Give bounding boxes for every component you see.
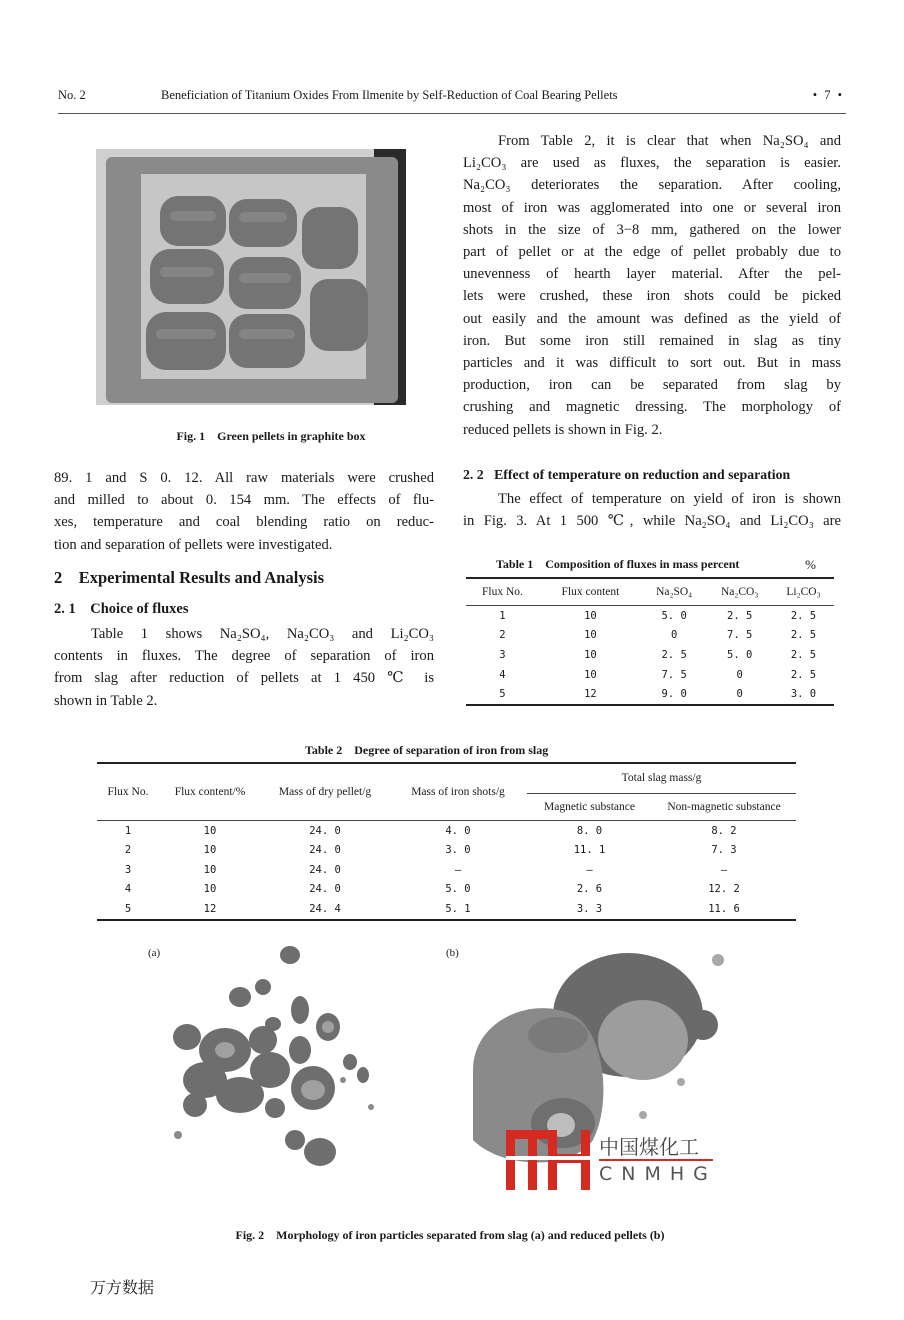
header-rule bbox=[58, 113, 846, 114]
text-line: The effect of temperature on yield of iron is shown bbox=[498, 491, 841, 507]
figure-2-label: Fig. 2 bbox=[235, 1228, 265, 1242]
text-line: 89. 1 and S 0. 12. All raw materials were crushed bbox=[54, 470, 434, 486]
table-cell: 10 bbox=[203, 863, 217, 876]
iron-particles-image bbox=[145, 940, 385, 1180]
table-cell: 10 bbox=[203, 824, 217, 837]
section-title: Choice of fluxes bbox=[90, 601, 189, 617]
table-cell: 2. 5 bbox=[727, 609, 753, 622]
table-cell: 3. 0 bbox=[773, 684, 834, 705]
text-line: shown in Table 2. bbox=[54, 692, 158, 709]
text-line: from slag after reduction of pellets at 1 450 ℃ is bbox=[54, 670, 434, 687]
table-row bbox=[97, 880, 796, 900]
figure-1-photo bbox=[96, 149, 406, 405]
table-cell: 7. 3 bbox=[711, 844, 737, 857]
section-number: 2 bbox=[54, 568, 63, 587]
table-row bbox=[97, 899, 796, 920]
table-cell: 24. 0 bbox=[309, 824, 341, 837]
table-cell: 2 bbox=[499, 629, 506, 642]
table-cell: 5. 1 bbox=[389, 899, 527, 920]
table-cell: 7. 5 bbox=[661, 668, 687, 681]
text-line: out easily and the amount was defined as the yield of bbox=[463, 310, 841, 327]
section-title: Experimental Results and Analysis bbox=[78, 568, 324, 587]
text-line: xes, temperature and coal blending ratio on reduc- bbox=[54, 514, 434, 531]
section-2-2-heading bbox=[463, 467, 790, 483]
table-cell: 1 bbox=[499, 609, 506, 622]
running-header bbox=[58, 88, 844, 106]
figure-1-label: Fig. 1 bbox=[176, 429, 206, 443]
section-2-2-paragraph bbox=[463, 488, 841, 532]
figure-2-caption bbox=[60, 1228, 840, 1243]
table-cell: 5 bbox=[97, 899, 159, 920]
watermark-chinese: 中国煤化工 bbox=[599, 1135, 699, 1159]
table-cell: 11. 1 bbox=[573, 844, 606, 857]
section-2-heading bbox=[54, 568, 324, 588]
figure-1-caption bbox=[96, 429, 446, 444]
text-line: production, iron can be separated from slag by bbox=[463, 377, 841, 394]
table-2-label: Table 2 bbox=[305, 743, 343, 757]
table-cell: 4 bbox=[499, 668, 506, 681]
table-cell: 2. 5 bbox=[790, 609, 817, 622]
table-cell: 4 bbox=[124, 883, 132, 896]
column-header: Flux content/% bbox=[159, 763, 261, 821]
table-cell: 2. 5 bbox=[790, 629, 817, 642]
table-row bbox=[466, 684, 834, 705]
column-header: Magnetic substance bbox=[527, 793, 652, 820]
text-line: particles and it was difficult to sort out. But in mass bbox=[463, 355, 841, 372]
section-number: 2. 1 bbox=[54, 601, 76, 617]
table-cell: 5 bbox=[466, 684, 539, 705]
table-2-caption bbox=[97, 743, 796, 758]
table-cell: 8. 0 bbox=[576, 824, 603, 837]
table-cell: — bbox=[720, 863, 728, 876]
table-cell: 0 bbox=[736, 668, 743, 681]
page-number: • 7 • bbox=[812, 88, 844, 102]
table-row bbox=[466, 645, 834, 665]
column-header: Mass of dry pellet/g bbox=[261, 763, 389, 821]
table-cell: 3 bbox=[124, 863, 132, 876]
table-cell: 9. 0 bbox=[642, 684, 706, 705]
table-cell: 4. 0 bbox=[445, 824, 471, 837]
column-header: Flux No. bbox=[97, 763, 159, 821]
table-cell: 11. 6 bbox=[652, 899, 796, 920]
table-row bbox=[466, 665, 834, 685]
table-2-title: Degree of separation of iron from slag bbox=[354, 743, 549, 757]
text-line: contents in fluxes. The degree of separation of iron bbox=[54, 648, 434, 665]
table-1 bbox=[466, 577, 834, 706]
left-column-paragraph bbox=[54, 467, 434, 556]
panel-b-label: (b) bbox=[446, 947, 459, 959]
column-header: Li₂CO₃ bbox=[773, 578, 834, 606]
table-cell: 2. 5 bbox=[790, 648, 817, 661]
watermark-logo bbox=[506, 1130, 716, 1190]
text-line: Li₂CO₃ are used as fluxes, the separation is easier. bbox=[463, 155, 841, 172]
column-header: Flux content bbox=[539, 578, 642, 606]
column-header: Flux No. bbox=[466, 578, 539, 606]
table-cell: 2. 5 bbox=[790, 668, 817, 681]
right-column-paragraph bbox=[463, 130, 841, 441]
table-row bbox=[97, 841, 796, 861]
table-1-unit: % bbox=[805, 557, 816, 572]
table-cell: 12 bbox=[159, 899, 261, 920]
text-line: tion and separation of pellets were investigated. bbox=[54, 536, 333, 553]
table-cell: 0 bbox=[706, 684, 773, 705]
section-2-1-heading bbox=[54, 601, 189, 618]
table-cell: 1 bbox=[124, 824, 132, 837]
column-header: Mass of iron shots/g bbox=[389, 763, 527, 821]
table-row bbox=[466, 606, 834, 626]
panel-a-label: (a) bbox=[148, 947, 161, 959]
table-cell: 10 bbox=[584, 648, 597, 661]
table-cell: 3 bbox=[499, 648, 506, 661]
table-row bbox=[466, 626, 834, 646]
table-cell: 3. 3 bbox=[527, 899, 652, 920]
table-1-caption bbox=[466, 557, 834, 572]
table-cell: 24. 0 bbox=[309, 883, 341, 896]
section-2-1-paragraph bbox=[54, 623, 434, 712]
text-line: in Fig. 3. At 1 500 ℃, while Na₂SO₄ and Li₂CO₃ are bbox=[463, 513, 841, 530]
table-cell: 24. 0 bbox=[309, 844, 341, 857]
table-2 bbox=[97, 762, 796, 921]
table-cell: 3. 0 bbox=[445, 844, 471, 857]
figure-1-caption-text: Green pellets in graphite box bbox=[217, 429, 366, 443]
section-title: Effect of temperature on reduction and separation bbox=[494, 467, 791, 482]
table-cell: 8. 2 bbox=[711, 824, 737, 837]
running-title: Beneficiation of Titanium Oxides From Ilmenite by Self-Reduction of Coal Bearing Pellets bbox=[161, 88, 618, 102]
text-line: part of pellet or at the edge of pellet probably due to bbox=[463, 244, 841, 261]
table-cell: 10 bbox=[584, 668, 597, 681]
table-cell: 5. 0 bbox=[445, 883, 471, 896]
table-1-label: Table 1 bbox=[496, 557, 534, 571]
table-cell: 10 bbox=[203, 844, 217, 857]
table-cell: 10 bbox=[203, 883, 217, 896]
table-cell: 5. 0 bbox=[661, 609, 687, 622]
table-cell: 24. 4 bbox=[261, 899, 389, 920]
text-line: From Table 2, it is clear that when Na₂SO₄ and bbox=[498, 133, 841, 149]
table-cell: 10 bbox=[584, 609, 597, 622]
column-group-header: Total slag mass/g bbox=[527, 763, 796, 793]
text-line: and milled to about 0. 154 mm. The effects of flu- bbox=[54, 492, 434, 509]
watermark-rule bbox=[599, 1159, 713, 1161]
table-cell: 7. 5 bbox=[727, 629, 753, 642]
section-number: 2. 2 bbox=[463, 467, 484, 482]
logo-mark-icon bbox=[506, 1130, 590, 1190]
table-cell: — bbox=[454, 863, 462, 876]
table-cell: 0 bbox=[670, 629, 678, 642]
text-line: unevenness of hearth layer material. After the pel- bbox=[463, 266, 841, 283]
issue-number: No. 2 bbox=[58, 88, 86, 102]
table-1-title: Composition of fluxes in mass percent bbox=[545, 557, 740, 571]
watermark-latin: CNMHG bbox=[599, 1163, 717, 1185]
table-cell: 12 bbox=[539, 684, 642, 705]
column-header: Na₂CO₃ bbox=[706, 578, 773, 606]
text-line: Na₂CO₃ deteriorates the separation. After cooling, bbox=[463, 177, 841, 194]
table-cell: 10 bbox=[584, 629, 597, 642]
table-cell: 2 bbox=[124, 844, 132, 857]
table-cell: 5. 0 bbox=[727, 648, 753, 661]
table-cell: 2. 6 bbox=[576, 883, 603, 896]
figure-2-caption-text: Morphology of iron particles separated from slag (a) and reduced pellets (b) bbox=[276, 1228, 665, 1242]
table-cell: — bbox=[586, 863, 593, 876]
text-line: lets were crushed, these iron shots could be picked bbox=[463, 288, 841, 305]
text-line: reduced pellets is shown in Fig. 2. bbox=[463, 421, 663, 438]
column-header: Non-magnetic substance bbox=[652, 793, 796, 820]
text-line: Table 1 shows Na₂SO₄, Na₂CO₃ and Li₂CO₃ bbox=[91, 626, 434, 642]
table-row bbox=[97, 821, 796, 841]
figure-2a-image bbox=[145, 940, 385, 1180]
text-line: iron. But some iron still remained in slag as tiny bbox=[463, 332, 841, 349]
text-line: most of iron was agglomerated into one or several iron bbox=[463, 199, 841, 216]
graphite-box-image bbox=[96, 149, 406, 405]
table-cell: 2. 5 bbox=[661, 648, 687, 661]
text-line: crushing and magnetic dressing. The morphology of bbox=[463, 399, 841, 416]
table-cell: 24. 0 bbox=[309, 863, 341, 876]
column-header: Na₂SO₄ bbox=[642, 578, 706, 606]
text-line: shots in the size of 3−8 mm, gathered on the lower bbox=[463, 221, 841, 238]
footer-source: 万方数据 bbox=[90, 1278, 155, 1297]
table-cell: 12. 2 bbox=[708, 883, 740, 896]
table-row bbox=[97, 860, 796, 880]
